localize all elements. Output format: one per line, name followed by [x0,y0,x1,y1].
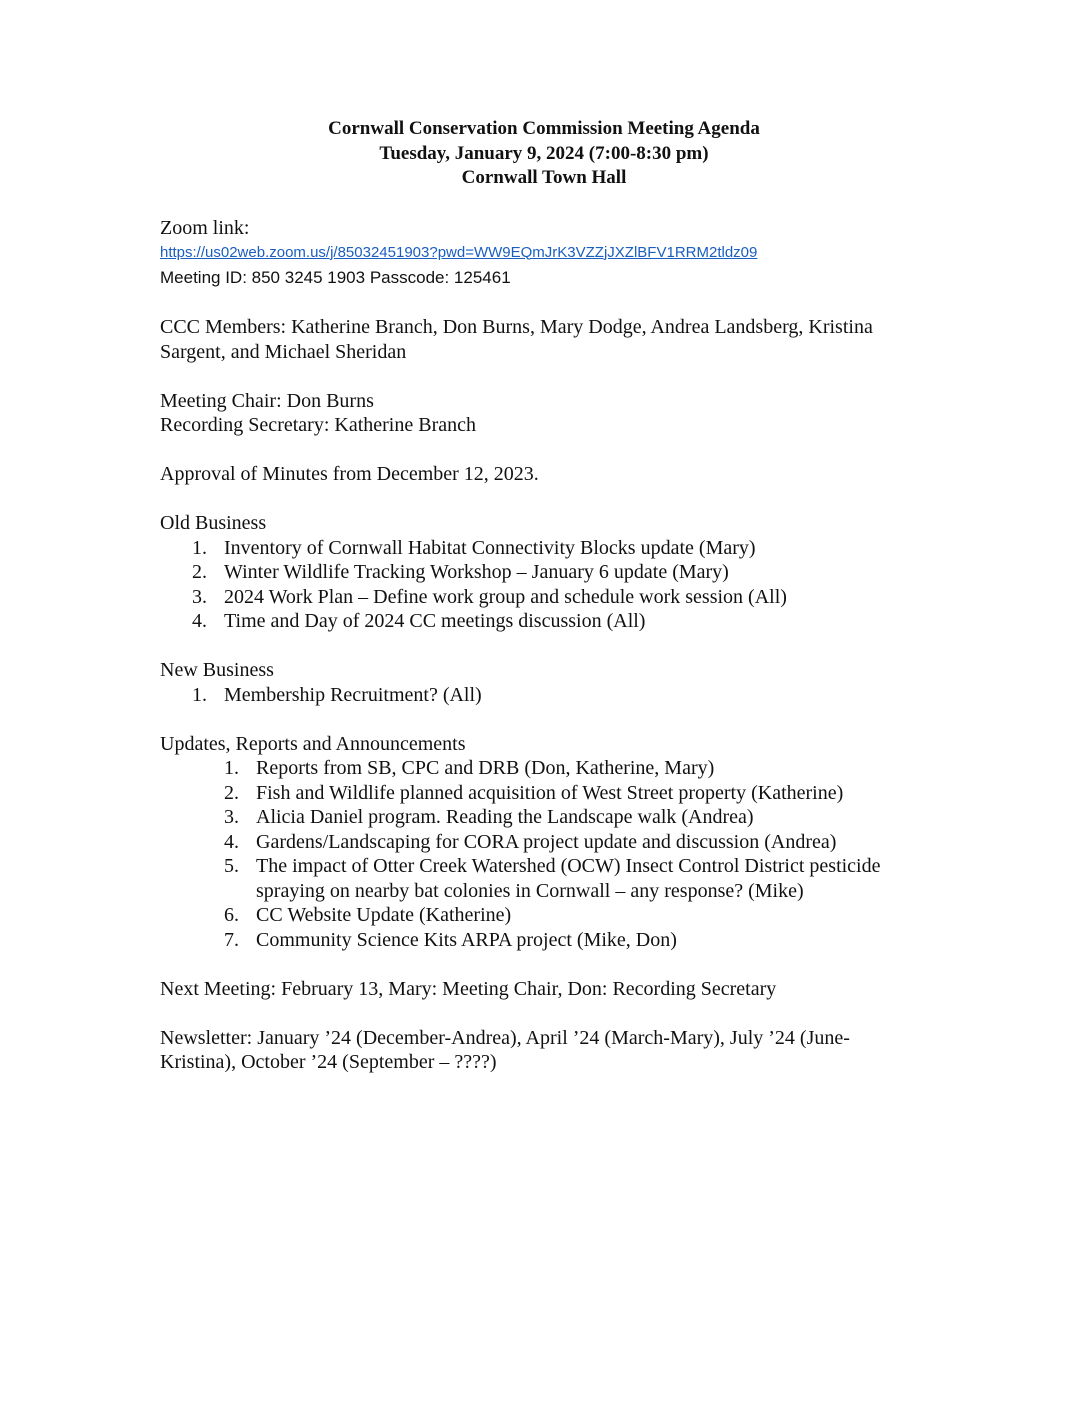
updates-section [160,732,940,953]
item-text: 2024 Work Plan – Define work group and schedule work session (All) [224,585,787,608]
zoom-section [160,216,940,291]
item-text: CC Website Update (Katherine) [256,904,512,926]
zoom-link[interactable]: https://us02web.zoom.us/j/85032451903?pwd=WW9EQmJrK3VZZjJXZlBFV1RRM2tldz09 [160,243,758,261]
new-business-list [160,683,940,708]
list-item [160,830,940,855]
newsletter-line-1: Newsletter: January ’24 (December-Andrea), April ’24 (March-Mary), July ’24 (June- [160,1026,850,1049]
list-item [160,683,940,708]
item-number: 2. [224,781,239,804]
item-text: Reports from SB, CPC and DRB (Don, Katherine, Mary) [256,757,715,779]
agenda-title: Cornwall Conservation Commission Meeting Agenda [328,118,760,139]
item-number: 4. [192,610,207,632]
newsletter-line-2: Kristina), October ’24 (September – ????) [160,1051,497,1073]
item-number: 7. [224,928,239,951]
item-text-line-1: The impact of Otter Creek Watershed (OCW) Insect Control District pesticide [256,855,881,877]
minutes-approval: Approval of Minutes from December 12, 2023. [160,463,539,485]
agenda-header [0,117,1088,191]
next-meeting: Next Meeting: February 13, Mary: Meeting Chair, Don: Recording Secretary [160,977,777,1000]
list-item [160,781,940,806]
list-item [160,928,940,953]
item-text: Community Science Kits ARPA project (Mike, Don) [256,928,677,951]
new-business-section [160,658,940,707]
next-meeting-section [160,977,940,1002]
item-text: Time and Day of 2024 CC meetings discussion (All) [224,610,646,632]
meeting-date: Tuesday, January 9, 2024 (7:00-8:30 pm) [379,142,709,164]
item-text: Inventory of Cornwall Habitat Connectivity Blocks update (Mary) [224,536,756,559]
item-number: 1. [192,536,207,559]
item-text: Fish and Wildlife planned acquisition of West Street property (Katherine) [256,781,844,804]
old-business-heading: Old Business [160,512,267,534]
item-text: Winter Wildlife Tracking Workshop – January 6 update (Mary) [224,561,729,583]
old-business-list [160,536,940,634]
agenda-body [160,216,940,1099]
updates-list [160,756,940,952]
list-item [160,854,940,903]
members-line-2: Sargent, and Michael Sheridan [160,340,407,363]
list-item [160,560,940,585]
item-text: Alicia Daniel program. Reading the Landscape walk (Andrea) [256,806,754,828]
new-business-heading: New Business [160,659,274,681]
list-item [160,536,940,561]
item-number: 1. [224,757,239,779]
roles-section [160,389,940,438]
item-number: 6. [224,904,239,926]
updates-heading: Updates, Reports and Announcements [160,732,466,755]
item-text: Gardens/Landscaping for CORA project update and discussion (Andrea) [256,830,837,853]
members-line-1: CCC Members: Katherine Branch, Don Burns, Mary Dodge, Andrea Landsberg, Kristina [160,316,873,338]
members-section [160,315,940,364]
list-item [160,903,940,928]
meeting-chair: Meeting Chair: Don Burns [160,389,374,412]
item-number: 4. [224,830,239,853]
list-item [160,756,940,781]
old-business-section [160,511,940,634]
list-item [160,609,940,634]
item-number: 3. [192,585,207,608]
item-text-line-2: spraying on nearby bat colonies in Cornwall – any response? (Mike) [256,879,804,902]
list-item [160,805,940,830]
minutes-section [160,462,940,487]
meeting-location: Cornwall Town Hall [461,167,627,188]
item-number: 2. [192,561,207,583]
list-item [160,585,940,610]
newsletter-section [160,1026,940,1075]
meeting-id-passcode: Meeting ID: 850 3245 1903 Passcode: 125461 [160,267,511,287]
item-text: Membership Recruitment? (All) [224,683,482,706]
item-number: 5. [224,855,239,877]
item-number: 1. [192,683,207,706]
zoom-label: Zoom link: [160,217,250,239]
recording-secretary: Recording Secretary: Katherine Branch [160,414,476,436]
item-number: 3. [224,806,239,828]
